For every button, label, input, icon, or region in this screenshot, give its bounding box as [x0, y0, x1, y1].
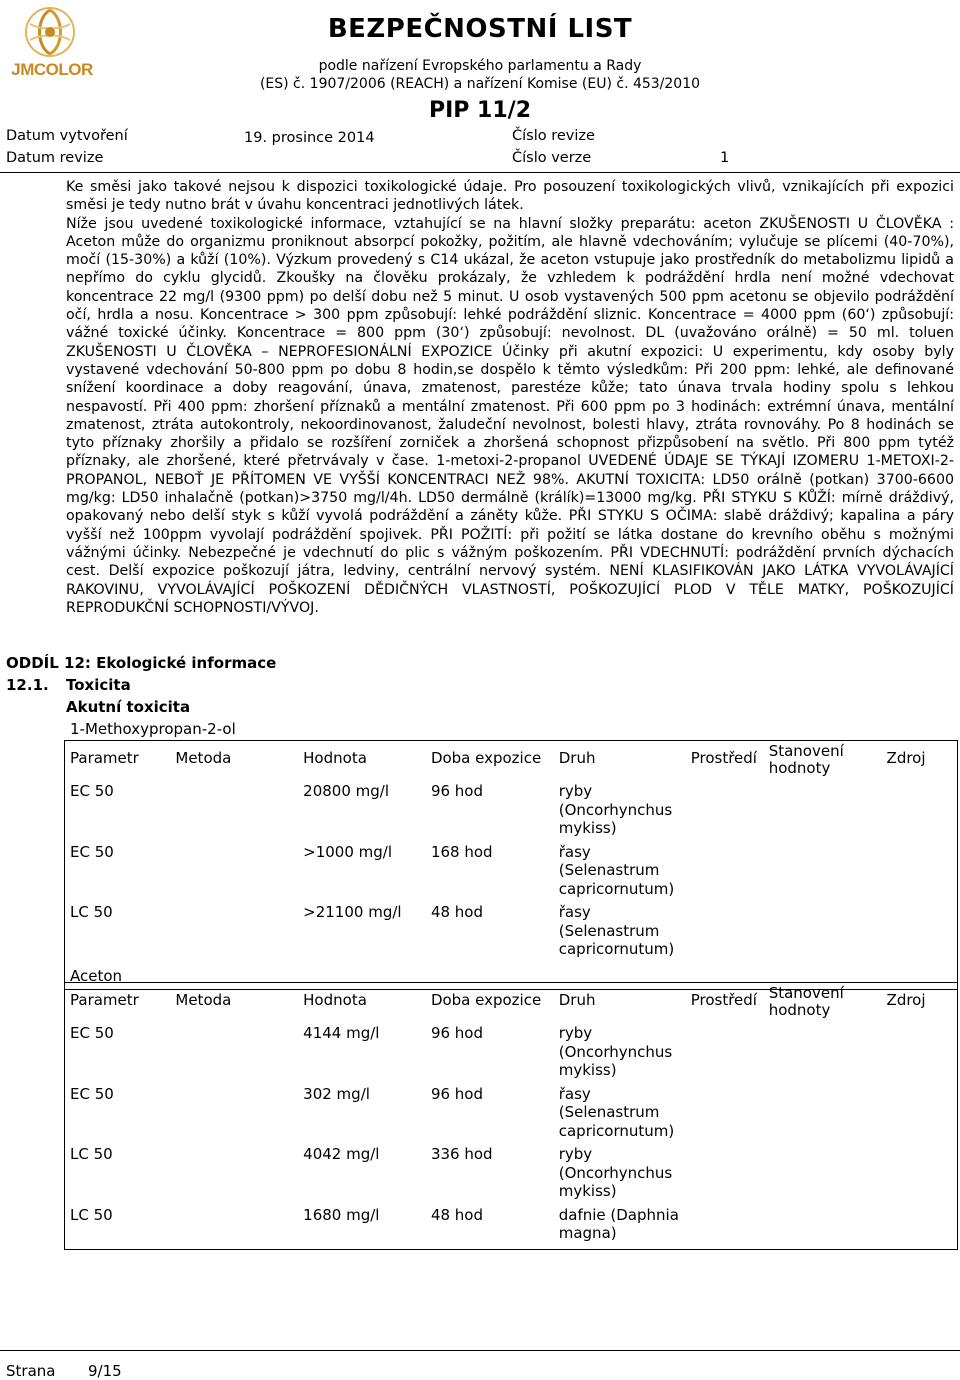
table-row	[65, 1144, 958, 1205]
table-row	[65, 781, 958, 842]
cell-doba: 48 hod	[430, 903, 483, 921]
table-row	[65, 1023, 958, 1084]
cell-druh: řasy (Selenastrum capricornutum)	[558, 1084, 675, 1140]
col-prostredi: Prostředí	[690, 749, 757, 767]
cell-metoda	[170, 1023, 298, 1084]
page-label: Strana	[6, 1362, 56, 1380]
company-logo	[4, 4, 96, 82]
cell-druh: ryby (Oncorhynchus mykiss)	[558, 1145, 673, 1200]
col-doba-expozice: Doba expozice	[430, 749, 542, 767]
cell-metoda	[170, 781, 298, 842]
regulation-line-1: podle nařízení Evropského parlamentu a Rady	[318, 58, 642, 74]
cell-param: EC 50	[70, 782, 114, 800]
toxicology-text	[66, 178, 954, 617]
col-stanoveni-hodnoty: Stanovení hodnoty	[768, 984, 844, 1019]
table-header-row	[65, 983, 958, 1024]
table-row	[65, 1084, 958, 1145]
cell-druh: řasy (Selenastrum capricornutum)	[558, 842, 675, 898]
cell-hodnota: >21100 mg/l	[303, 903, 402, 921]
document-title: BEZPEČNOSTNÍ LIST	[327, 14, 633, 44]
version-number-value: 1	[720, 150, 730, 166]
cell-druh: ryby (Oncorhynchus mykiss)	[558, 782, 673, 837]
substance-name-2: Aceton	[70, 966, 123, 985]
col-zdroj: Zdroj	[886, 749, 926, 767]
col-druh: Druh	[558, 991, 596, 1009]
cell-param: EC 50	[70, 1084, 114, 1103]
cell-metoda	[170, 842, 298, 903]
cell-hodnota: 302 mg/l	[303, 1084, 370, 1103]
cell-param: EC 50	[70, 842, 114, 861]
col-hodnota: Hodnota	[303, 991, 367, 1009]
date-created-label: Datum vytvoření	[6, 128, 128, 144]
version-number-label: Číslo verze	[512, 150, 592, 166]
col-metoda: Metoda	[175, 749, 232, 767]
table-header-row	[65, 741, 958, 782]
col-zdroj: Zdroj	[886, 991, 926, 1009]
cell-hodnota: 20800 mg/l	[303, 782, 389, 800]
page-number: 9/15	[88, 1362, 122, 1380]
table-row	[65, 842, 958, 903]
col-parametr: Parametr	[70, 749, 139, 767]
col-doba-expozice: Doba expozice	[430, 991, 542, 1009]
cell-param: LC 50	[70, 1145, 113, 1163]
cell-doba: 48 hod	[430, 1205, 483, 1224]
table-row	[65, 902, 958, 963]
cell-doba: 96 hod	[430, 1084, 483, 1103]
cell-param: EC 50	[70, 1024, 114, 1042]
toxicology-paragraph-1: Ke směsi jako takové nejsou k dispozici toxikologické údaje. Pro posouzení toxikologických vlivů, vznikajících při expozici směsi je tedy nutno brát v úvahu koncentraci jednotlivých látek.	[66, 179, 954, 214]
cell-metoda	[170, 902, 298, 963]
footer-divider	[0, 1350, 960, 1351]
cell-metoda	[170, 1205, 298, 1250]
logo-brand-text: JMCOLOR	[11, 60, 93, 79]
col-druh: Druh	[558, 749, 596, 767]
col-metoda: Metoda	[175, 991, 232, 1009]
date-revision-label: Datum revize	[6, 150, 104, 166]
cell-druh: dafnie (Daphnia magna)	[558, 1205, 679, 1242]
product-name: PIP 11/2	[428, 98, 532, 123]
cell-hodnota: 4042 mg/l	[303, 1145, 380, 1163]
acute-toxicity-title: Akutní toxicita	[66, 698, 191, 716]
cell-hodnota: >1000 mg/l	[303, 842, 393, 861]
substance-name-1: 1-Methoxypropan-2-ol	[70, 720, 236, 738]
page-footer	[6, 1362, 122, 1380]
cell-hodnota: 4144 mg/l	[303, 1024, 380, 1042]
date-created-value: 19. prosince 2014	[244, 130, 375, 146]
cell-doba: 96 hod	[430, 1024, 483, 1042]
revision-number-label: Číslo revize	[512, 128, 595, 144]
col-hodnota: Hodnota	[303, 749, 367, 767]
col-parametr: Parametr	[70, 991, 139, 1009]
cell-metoda	[170, 1084, 298, 1145]
cell-doba: 168 hod	[430, 842, 493, 861]
subsection-number: 12.1.	[6, 676, 49, 694]
toxicity-table-1	[64, 740, 958, 990]
logo-swirl-icon	[4, 4, 96, 60]
toxicity-table-2	[64, 982, 958, 1250]
subsection-title: Toxicita	[66, 676, 131, 694]
header-divider	[0, 172, 960, 173]
cell-doba: 336 hod	[430, 1145, 493, 1163]
cell-druh: řasy (Selenastrum capricornutum)	[558, 903, 675, 958]
cell-param: LC 50	[70, 1205, 113, 1224]
cell-druh: ryby (Oncorhynchus mykiss)	[558, 1024, 673, 1079]
toxicology-paragraph-2: Níže jsou uvedené toxikologické informace, vztahující se na hlavní složky preparátu: aceton ZKUŠENOSTI U ČLOVĚKA : Aceton může do organizmu proniknout absorpcí pokožky, požitím, ale hlavně vdechováním; vylučuje se plícemi (40-70%), močí (15-30%) a kůží (10%). Výzkum provedený s C14 ukázal, že aceton vstupuje jako prostředník do metabolizmu lipidů a nepřímo do cyklu glycidů. Zkoušky na člověku prokázaly, že vzhledem k podráždění hrdla není možné vdechovat koncentrace 22 mg/l (9300 ppm) po delší dobu než 5 minut. U osob vystavených 500 ppm acetonu se objevilo podráždění očí, hrdla a nosu. Koncentrace > 300 ppm způsobují: lehké podráždění sliznic. Koncentrace = 4000 ppm (60‘) způsobují: vážné toxické účinky. Koncentrace = 800 ppm (30‘) způsobují: nevolnost. DL (uvažováno orálně) = 50 ml. toluen ZKUŠENOSTI U ČLOVĚKA – NEPROFESIONÁLNÍ EXPOZICE Účinky při akutní expozici: U experimentu, kdy osoby byly vystavené vdechování 50-800 ppm po dobu 8 hodin,se dospělo k těmto výsledkům: Při 200 ppm: lehké, ale definované snížení koordinace a doby reagování, únava, zmatenost, parestéze kůže; tato únava trvala hodiny spolu s lehkou nespavostí. Při 400 ppm: zhoršení příznaků a mentální zmatenost. Při 600 ppm po 3 hodinách: extrémní únava, mentální zmatenost, ztráta autokontroly, nekoordinovanost, žaludeční nevolnost, bolesti hlavy, ztráta rovnováhy. Po 8 hodinách se tyto příznaky zhoršily a přidalo se rozšíření zorniček a zhoršená schopnost přizpůsobení na světlo. Při 800 ppm tytéž příznaky, ale zhoršené, které přetrvávaly v čase. 1-metoxi-2-propanol UVEDENÉ ÚDAJE SE TÝKAJÍ IZOMERU 1-METOXI-2-PROPANOL, NEBOŤ JE PŘÍTOMEN VE VYŠŠÍ KONCENTRACI NEŽ 98%. AKUTNÍ TOXICITA: LD50 orálně (potkan) 3700-6600 mg/kg: LD50 inhalačně (potkan)>3750 mg/l/4h. LD50 dermálně (králík)=13000 mg/kg. PŘI STYKU S KŮŽÍ: mírně dráždivý, opakovaný nebo delší styk s kůží vyvolá podráždění a záněty kůže. PŘI STYKU S OČIMA: slabě dráždivý; kapalina a páry vyšší než 100ppm vyvolají podráždění spojivek. PŘI POŽITÍ: při požití se látka dostane do krevního oběhu s možnými vážnými účinky. Nebezpečné je vdechnutí do plic s vážným poškozením. PŘI VDECHNUTÍ: podráždění prvních dýchacích cest. Delší expozice poškozují játra, ledviny, centrální nervový systém. NENÍ KLASIFIKOVÁN JAKO LÁTKA VYVOLÁVAJÍCÍ RAKOVINU, VYVOLÁVAJÍCÍ POŠKOZENÍ DĚDIČNÝCH VLASTNOSTÍ, POŠKOZUJÍCÍ PLOD V TĚLE MATKY, POŠKOZUJÍCÍ REPRODUKČNÍ SCHOPNOSTI/VÝVOJ.	[66, 215, 954, 616]
col-stanoveni-hodnoty: Stanovení hodnoty	[768, 742, 844, 777]
cell-hodnota: 1680 mg/l	[303, 1205, 380, 1224]
cell-param: LC 50	[70, 903, 113, 921]
col-prostredi: Prostředí	[690, 991, 757, 1009]
regulation-line-2: (ES) č. 1907/2006 (REACH) a nařízení Komise (EU) č. 453/2010	[259, 76, 701, 92]
section-heading: ODDÍL 12: Ekologické informace	[6, 654, 277, 672]
table-row	[65, 1205, 958, 1250]
cell-metoda	[170, 1144, 298, 1205]
cell-doba: 96 hod	[430, 782, 483, 800]
